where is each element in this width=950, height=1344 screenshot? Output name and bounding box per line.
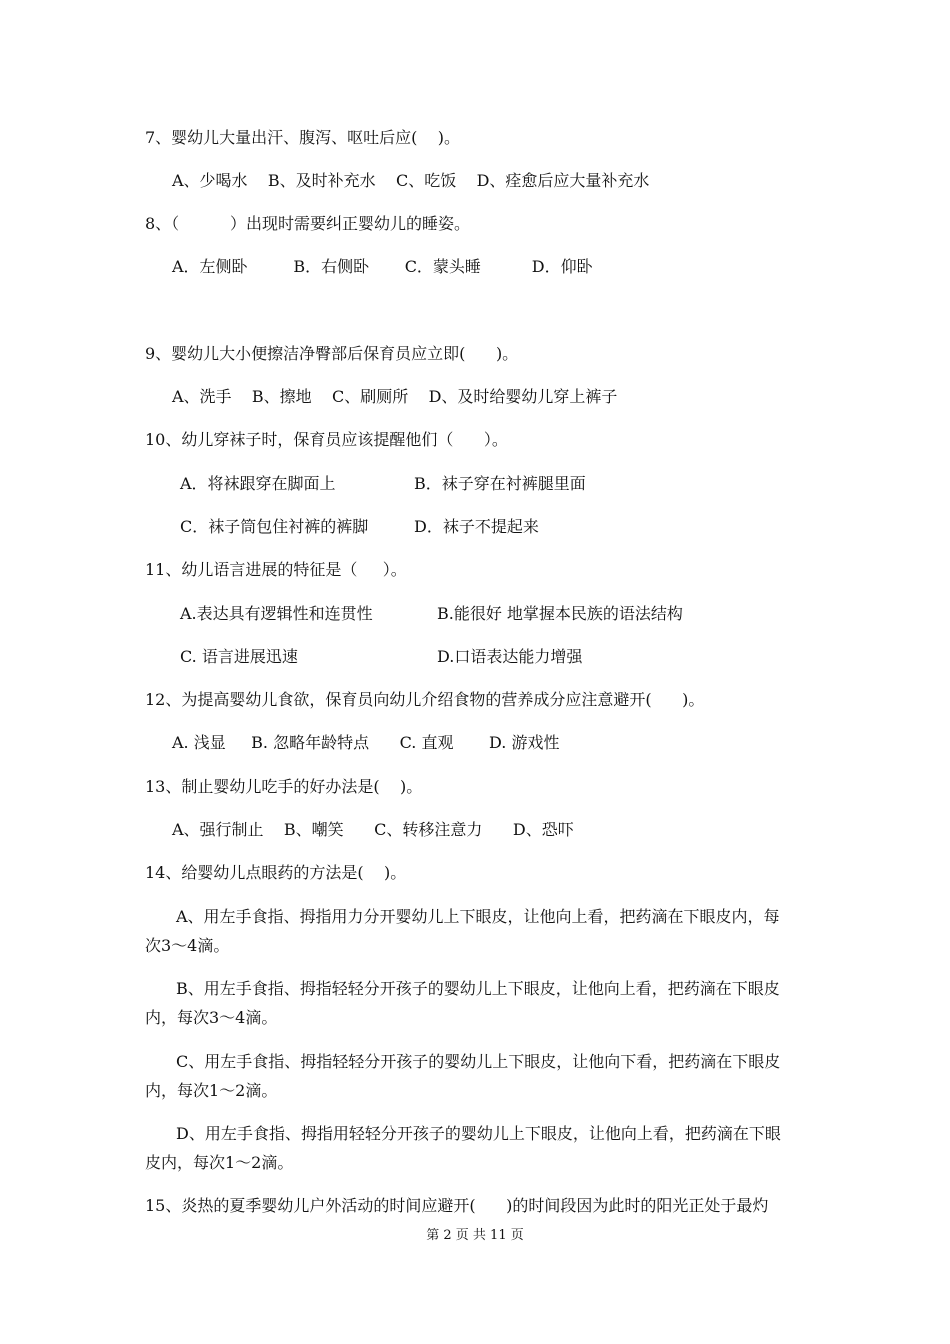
question-13-options: A、强行制止 B、嘲笑 C、转移注意力 D、恐吓	[172, 820, 574, 839]
question-11-option-d: D.口语表达能力增强	[437, 647, 583, 666]
question-14-option-c-line2: 内，每次1～2滴。	[145, 1081, 278, 1100]
question-11-option-a: A.表达具有逻辑性和连贯性	[180, 604, 373, 623]
question-9-stem: 9、婴幼儿大小便擦洁净臀部后保育员应立即( )。	[145, 344, 519, 363]
page-footer: 第 2 页 共 11 页	[426, 1228, 524, 1243]
question-7-stem: 7、婴幼儿大量出汗、腹泻、呕吐后应( )。	[145, 128, 461, 147]
question-13-stem: 13、制止婴幼儿吃手的好办法是( )。	[145, 777, 423, 796]
question-14-option-b-line1: B、用左手食指、拇指轻轻分开孩子的婴幼儿上下眼皮，让他向上看，把药滴在下眼皮	[176, 979, 780, 998]
question-14-option-c-line1: C、用左手食指、拇指轻轻分开孩子的婴幼儿上下眼皮，让他向下看，把药滴在下眼皮	[176, 1052, 781, 1071]
question-8-stem: 8、（ ）出现时需要纠正婴幼儿的睡姿。	[145, 214, 471, 233]
question-10-option-a: A．将袜跟穿在脚面上	[180, 474, 336, 493]
question-10-stem: 10、幼儿穿袜子时，保育员应该提醒他们（ ）。	[145, 430, 508, 449]
question-12-options: A. 浅显 B. 忽略年龄特点 C. 直观 D. 游戏性	[172, 733, 560, 752]
question-9-options: A、洗手 B、擦地 C、刷厕所 D、及时给婴幼儿穿上裤子	[172, 387, 618, 406]
question-11-stem: 11、幼儿语言进展的特征是（ ）。	[145, 560, 407, 579]
question-14-option-b-line2: 内，每次3～4滴。	[145, 1008, 278, 1027]
question-14-option-d-line1: D、用左手食指、拇指用轻轻分开孩子的婴幼儿上下眼皮，让他向上看，把药滴在下眼	[176, 1124, 781, 1143]
question-12-stem: 12、为提高婴幼儿食欲，保育员向幼儿介绍食物的营养成分应注意避开( )。	[145, 690, 705, 709]
question-14-option-d-line2: 皮内，每次1～2滴。	[145, 1153, 294, 1172]
question-11-option-c: C. 语言进展迅速	[180, 647, 298, 666]
question-15-stem: 15、炎热的夏季婴幼儿户外活动的时间应避开( )的时间段因为此时的阳光正处于最灼	[145, 1196, 769, 1215]
question-8-options: A．左侧卧 B．右侧卧 C．蒙头睡 D．仰卧	[172, 257, 593, 276]
question-7-options: A、少喝水 B、及时补充水 C、吃饭 D、痊愈后应大量补充水	[172, 171, 650, 190]
question-14-option-a-line1: A、用左手食指、拇指用力分开婴幼儿上下眼皮，让他向上看，把药滴在下眼皮内，每	[176, 907, 780, 926]
question-14-option-a-line2: 次3～4滴。	[145, 936, 230, 955]
question-11-option-b: B.能很好 地掌握本民族的语法结构	[437, 604, 683, 623]
question-10-option-b: B．袜子穿在衬裤腿里面	[414, 474, 586, 493]
question-10-option-d: D．袜子不提起来	[414, 517, 539, 536]
question-14-stem: 14、给婴幼儿点眼药的方法是( )。	[145, 863, 407, 882]
question-10-option-c: C．袜子筒包住衬裤的裤脚	[180, 517, 369, 536]
